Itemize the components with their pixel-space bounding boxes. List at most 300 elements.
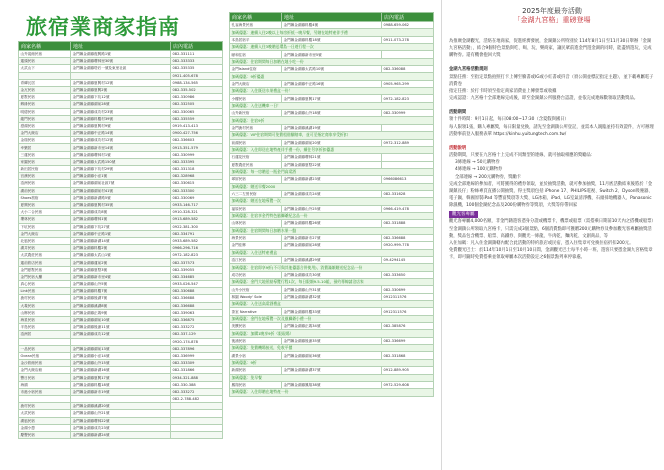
table-row: [230, 308, 434, 315]
table-row: [19, 94, 223, 101]
cell-phone: [171, 403, 223, 410]
cell-name: 山林民宿: [230, 220, 282, 227]
promo-note: 加碼優惠：入住送特產禮盒: [230, 249, 434, 256]
cell-name: [19, 72, 71, 79]
cell-address: 金門縣金湖鎮太武路150號: [71, 158, 171, 165]
rule-verify: 完成認證：九宮格十全部連線完成後，即至金湖鎮公所服務台認證，並依完成連線數領取活動獎品。: [449, 96, 639, 102]
cell-address: 金門縣金湖鎮料羅2號: [71, 245, 171, 252]
cell-phone: 082-385876: [382, 323, 434, 330]
promo-note: 加碼優惠：免早餐: [230, 374, 434, 381]
period-time: 領十件時間：9月1日起，每日08:00~17:30（含夏假與國日）: [449, 117, 569, 123]
cell-phone: 0920-999-778: [382, 242, 434, 249]
cell-address: 金門縣金湖鎮夏興17號: [71, 374, 171, 381]
promo-row: [230, 374, 434, 381]
cell-phone: 082-331318: [171, 166, 223, 173]
cell-address: 金門縣金湖鎮中正路16號: [282, 80, 382, 87]
cell-phone: [171, 431, 223, 438]
promo-note: 加碼優惠：免費機場接送，免收平價: [230, 345, 434, 352]
cell-phone: 0911-073-278: [382, 36, 434, 43]
cell-phone: 082-330688: [171, 288, 223, 295]
table-row: [230, 337, 434, 344]
table-row: [19, 223, 223, 230]
promo-row: [230, 73, 434, 80]
cell-address: 金門縣金湖鎮成功村23號: [71, 108, 171, 115]
cell-address: 金門縣金湖鎮新市里5號: [282, 51, 382, 58]
cell-address: 金門縣金湖鎮新市27號: [282, 234, 382, 241]
cell-address: 金門縣金湖鎮夏興2號: [71, 86, 171, 93]
cell-address: 金門縣金湖鎮山外21號: [71, 410, 171, 417]
cell-address: 金門縣金湖鎮後湖7號: [71, 295, 171, 302]
table-row: [19, 101, 223, 108]
promo-note: 加碼優惠：住宿即享9折(不可與其他優惠合併使用)，消費滿額贈送紀念品一份: [230, 264, 434, 271]
table-row: [19, 209, 223, 216]
table-row: [19, 281, 223, 288]
table-row: [230, 293, 434, 300]
cell-phone: 082-333300: [171, 187, 223, 194]
cell-name: 漁村民宿: [19, 403, 71, 410]
reward-item-3: 全部連線 → 200元購物券，獎勵卡: [455, 174, 522, 180]
period-signup[interactable]: 活動事前登入服務表單 https://kinhu.yuitungtech.com.tw/: [449, 131, 567, 137]
cell-phone: 0972-182-823: [382, 95, 434, 102]
cell-phone: 082-336875: [171, 316, 223, 323]
rules-heading: 金湖九宮格活動規則: [449, 67, 488, 73]
promo-row: [230, 359, 434, 366]
promo-row: [230, 168, 434, 175]
cell-name: 湖井民宿: [19, 245, 71, 252]
table-row: [19, 216, 223, 223]
cell-name: 夏興民宿: [19, 201, 71, 208]
promo-row: [230, 279, 434, 286]
cell-address: 金門縣金湖鎮成功24號: [282, 190, 382, 197]
cell-phone: 082-339055: [171, 266, 223, 273]
cell-phone: 082-335-502: [171, 86, 223, 93]
cell-name: 三蓮民宿: [19, 151, 71, 158]
cell-phone: [382, 154, 434, 161]
cell-address: 金門縣金湖鎮料羅村39號: [71, 115, 171, 122]
cell-phone: 0972-182-823: [171, 252, 223, 259]
cell-phone: 0933-146-717: [171, 201, 223, 208]
table-row: [19, 374, 223, 381]
cell-address: 金門縣金湖鎮下坑27號: [71, 223, 171, 230]
table-row: [19, 259, 223, 266]
table-row: [19, 237, 223, 244]
cell-name: 金湖小憩: [19, 424, 71, 431]
tourist-text: 觀光客專屬4,000名額，非金門籍遊客憑身分證或機票卡，機票或船票（需搭乘日期前10天內之搭機或船票）至金湖鎮公所領取九宮格卡，只需完成3個景點，6個消費點即可獲贈200元購物券及參加觀光客專屬抽獎活動，獎品包含機票、船票、高鐵券、與觀光一條龍，牛肉乾，麵肉乾、文創商品，等: [449, 219, 654, 239]
col-header-phone: 店內電話: [171, 42, 223, 51]
promo-note: 加碼優惠：金門在地導覽一次及風獅爺小禮一份: [230, 315, 434, 322]
cell-name: 浯洲民宿: [19, 180, 71, 187]
table-row: [19, 381, 223, 388]
cell-name: 龍門民宿: [19, 115, 71, 122]
shuttle-text: 免費觀光巴士：於114年10月1日至10月10日間，金湖觀光巴士每半小時一班，遊客只要憑金湖九宮格集章卡，即可隨時免費搭乘並領取專屬本次活動設定之6個景點列車停靠處。: [449, 248, 653, 261]
promo-row: [230, 264, 434, 271]
directory-table-left: [18, 41, 223, 439]
table-row: [19, 324, 223, 331]
cell-phone: 082-330999: [171, 151, 223, 158]
cell-phone: 082-333333: [171, 58, 223, 65]
cell-phone: 082-330999: [382, 110, 434, 117]
cell-name: 後浦民宿: [230, 337, 282, 344]
table-row: [230, 51, 434, 58]
cell-phone: 082-336699: [382, 337, 434, 344]
cell-address: 金門縣金湖鎮小徑14號: [71, 352, 171, 359]
cell-phone: 082-336688: [171, 302, 223, 309]
cell-phone: 0934-321-888: [171, 374, 223, 381]
table-row: [19, 424, 223, 431]
table-row: [19, 144, 223, 151]
cell-name: 大小二合民宿: [19, 209, 71, 216]
cell-phone: 082-330-388: [171, 381, 223, 388]
cell-name: 金沙旅館民宿: [19, 360, 71, 367]
cell-phone: [382, 161, 434, 168]
cell-name: 浯洲居: [19, 331, 71, 338]
cell-name: 北風民宿: [19, 237, 71, 244]
cell-address: 金門縣金湖鎮中正路1號: [71, 230, 171, 237]
cell-address: 金門縣金湖鎮溪湖8號: [71, 302, 171, 309]
table-row: [230, 381, 434, 388]
table-row: [230, 110, 434, 117]
cell-phone: 082-337573: [171, 259, 223, 266]
cell-name: 山外賓館民宿: [19, 51, 71, 58]
cell-name: 翠屏民宿: [230, 176, 282, 183]
cell-name: 美饌民宿: [230, 323, 282, 330]
table-row: [19, 295, 223, 302]
table-row: [19, 367, 223, 374]
promo-row: [230, 198, 434, 205]
promo-intro: 為推廣金湖觀光，活絡在地商家，促進經濟發展，金湖鎮公所特別於 114年8月1日至11月30日舉辦「金湖九宮格活動」，結合9個特色景點與吃、喝、玩、樂商家，讓民眾前進金門遊金湖的同時，能盡情遊玩，完成購物券。還有機會抱回大獎: [449, 39, 652, 59]
cell-phone: 0913-351-579: [171, 144, 223, 151]
table-row: [230, 95, 434, 102]
cell-phone: 082-339063: [171, 309, 223, 316]
cell-address: 金門縣金湖鎮湖前28號: [282, 242, 382, 249]
col-header-name: 商家名稱: [230, 13, 282, 22]
cell-name: 金瑞民宿: [19, 137, 71, 144]
col-header-name: 商家名稱: [19, 42, 71, 51]
col-header-address: 地址: [71, 42, 171, 51]
table-row: [230, 286, 434, 293]
cell-address: 金門縣金湖鎮新湖37號: [282, 367, 382, 374]
cell-address: 金門縣金湖鎮新湖路5號: [71, 194, 171, 201]
promo-note: 加碼優惠：住宿9折: [230, 117, 434, 124]
promo-row: [230, 102, 434, 109]
cell-address: 金門縣金湖鎮湖前20號: [282, 139, 382, 146]
cell-name: [19, 396, 71, 403]
cell-name: 石蓮花民宿: [230, 154, 282, 161]
cell-name: 金門夏墅民宿: [19, 266, 71, 273]
table-row: [19, 352, 223, 359]
cell-address: 金門縣金湖鎮正義9號: [71, 309, 171, 316]
promo-row: [230, 183, 434, 190]
cell-name: 慶豐民宿: [19, 431, 71, 438]
cell-phone: [171, 424, 223, 431]
cell-address: 金門縣金湖鎮下坑12號: [71, 94, 171, 101]
table-row: [19, 245, 223, 252]
cell-address: 金門縣金湖鎮夏興村35號: [71, 201, 171, 208]
cell-name: 山外小民宿: [230, 286, 282, 293]
table-row: [19, 86, 223, 93]
promo-row: [230, 227, 434, 234]
cell-address: 金門縣金湖鎮新湖23號: [282, 176, 382, 183]
cell-address: 金門縣金湖鎮成功30號: [282, 271, 382, 278]
promo-row: [230, 58, 434, 65]
cell-address: 金門縣金湖鎮湖前10號: [71, 316, 171, 323]
table-row: [19, 201, 223, 208]
cell-phone: 082-330615: [171, 180, 223, 187]
cell-name: 鳳翔民宿: [230, 381, 282, 388]
period-limit: 每人限領1張，購人專屬獎，每日限量兌換，請先至金湖鎮公所登記，並需本人親臨並持有效證件，方可辦理: [449, 124, 654, 130]
cell-address: 金門縣金湖鎮後浦11號: [71, 324, 171, 331]
page-title: 旅宿業商家指南: [26, 15, 180, 39]
cell-name: 金門大飯店: [230, 80, 282, 87]
cell-name: 澄湖民宿: [19, 122, 71, 129]
cell-phone: 082-334685: [171, 273, 223, 280]
cell-name: 新田居民宿: [19, 166, 71, 173]
cell-phone: 082-337896: [171, 345, 223, 352]
cell-address: 金門縣金湖鎮山外25號: [282, 205, 382, 212]
cell-name: Ocean民宿: [19, 352, 71, 359]
cell-phone: 082-333309: [171, 360, 223, 367]
promo-row: [230, 345, 434, 352]
promo-year: 2025年度最夯活動: [522, 7, 582, 15]
table-row: [19, 309, 223, 316]
cell-address: 金門縣金湖鎮夏興村12號: [71, 79, 171, 86]
period-heading: 活動期間: [449, 110, 467, 116]
cell-phone: 0972-529-608: [382, 381, 434, 388]
cell-name: 官澳民宿: [19, 173, 71, 180]
cell-address: 金門縣金湖鎮成功23號: [71, 424, 171, 431]
cell-address: 金門縣金湖鎮湖前村41號: [71, 187, 171, 194]
cell-phone: 09-4294145: [382, 257, 434, 264]
cell-address: 金門縣金湖鎮夏興17號: [282, 95, 382, 102]
cell-name: Link民宿: [19, 288, 71, 295]
table-row: [19, 130, 223, 137]
cell-phone: 082-330069: [171, 194, 223, 201]
details-intro: 活動期間，只要在九宮格十上完成不同類型的連線，就可抽取相應的獎勵品：: [449, 153, 596, 159]
table-row: [19, 79, 223, 86]
promo-row: [230, 389, 434, 396]
cell-phone: 0912311576: [382, 308, 434, 315]
promo-note: 加碼優惠：住宿期間每日加贈水果一盤: [230, 227, 434, 234]
cell-name: 海韻: [19, 381, 71, 388]
cell-name: 六三二左營民宿: [230, 190, 282, 197]
cell-phone: 0921-405-678: [171, 72, 223, 79]
cell-name: 前湖民宿: [230, 139, 282, 146]
cell-name: 明德民宿: [19, 108, 71, 115]
cell-phone: 0920-174-878: [171, 338, 223, 345]
promo-row: [230, 212, 434, 219]
rule-scenic: 景點任務：至指定景點拍照打卡上傳至臉書或IG或小紅書或抖音（須公開並標記指定主題），並下載專屬電子消費卷: [449, 74, 654, 87]
cell-address: 金門縣金湖鎮瓊林21號: [282, 154, 382, 161]
cell-name: 太武農莊民宿: [19, 252, 71, 259]
table-row: [230, 154, 434, 161]
table-row: [19, 194, 223, 201]
cell-name: 金門大飯店: [19, 230, 71, 237]
directory-table-middle: [229, 12, 434, 397]
cell-name: 海景民宿: [230, 234, 282, 241]
table-row: [230, 139, 434, 146]
cell-phone: 0966-296-716: [171, 245, 223, 252]
cell-address: 金門縣金湖鎮料羅26號: [282, 220, 382, 227]
cell-phone: 0900-427-756: [171, 130, 223, 137]
promo-note: 加碼優惠：9折: [230, 359, 434, 366]
cell-phone: 0966086613: [382, 176, 434, 183]
cell-name: Shoes旅宿: [19, 194, 71, 201]
table-row: [230, 190, 434, 197]
promo-row: [230, 44, 434, 51]
cell-name: 金瓦民宿: [19, 86, 71, 93]
col-header-phone: 店內電話: [382, 13, 434, 22]
table-row: [230, 22, 434, 29]
table-row: [230, 242, 434, 249]
promo-row: [230, 117, 434, 124]
table-row: [19, 72, 223, 79]
cell-phone: 082-331111: [171, 51, 223, 58]
table-row: [19, 410, 223, 417]
cell-name: 小樓民宿: [230, 95, 282, 102]
cell-address: 金門縣金湖鎮湖前社區7號: [71, 180, 171, 187]
promo-note: 加碼優惠：每一房贈送一瓶金門高粱酒: [230, 168, 434, 175]
cell-phone: 082-335335: [171, 65, 223, 72]
promo-note: 加碼優惠：入住送高粱酒禮盒: [230, 301, 434, 308]
cell-address: 金門縣金湖鎮山外31號: [282, 286, 382, 293]
table-row: [19, 166, 223, 173]
cell-name: 夏墅農莊民宿: [230, 161, 282, 168]
cell-phone: 0933-026-547: [171, 281, 223, 288]
promo-panel: [449, 0, 655, 470]
cell-name: 本鳥居宿平: [230, 36, 282, 43]
table-row: [230, 80, 434, 87]
table-row: [230, 66, 434, 73]
cell-name: [19, 338, 71, 345]
cell-phone: 082-336688: [382, 234, 434, 241]
cell-phone: 082-331628: [382, 190, 434, 197]
cell-phone: 082-333272: [171, 388, 223, 395]
table-row: [230, 323, 434, 330]
cell-name: 青磚瓦居: [19, 79, 71, 86]
promo-row: [230, 132, 434, 139]
reward-item-2: 4條連線 → 100元購物券: [455, 167, 503, 173]
table-row: [19, 51, 223, 58]
table-row: [19, 360, 223, 367]
cell-phone: 0988-134-565: [171, 79, 223, 86]
cell-phone: 082-333272: [171, 324, 223, 331]
cell-address: 金門縣金湖鎮料羅33號: [282, 308, 382, 315]
table-row: [19, 137, 223, 144]
cell-address: 金門縣金湖鎮溪湖20號: [71, 403, 171, 410]
promo-body: [449, 38, 655, 261]
promo-note: 加碼優惠：連續入住3晚贈送環島一日遊行程一次: [230, 44, 434, 51]
cell-name: 半島民宿: [19, 324, 71, 331]
table-row: [19, 266, 223, 273]
cell-phone: 082-331868: [382, 352, 434, 359]
cell-phone: 082-334791: [171, 230, 223, 237]
table-row: [230, 124, 434, 131]
cell-phone: 082-330986: [171, 94, 223, 101]
cell-phone: 0910-328-321: [171, 209, 223, 216]
table-row: [19, 173, 223, 180]
table-row: [230, 257, 434, 264]
promo-note: 加碼優惠：9折優惠: [230, 73, 434, 80]
cell-phone: 0912311576: [382, 293, 434, 300]
promo-note: 加碼優惠：贈送在地導覽一次: [230, 198, 434, 205]
promo-note: 加碼優惠：住宿期間每日加贈在地小吃一份: [230, 58, 434, 65]
cell-address: 金門縣金湖鎮正義34號: [282, 323, 382, 330]
cell-phone: 082-336603: [171, 137, 223, 144]
cell-name: 林園 Woody' Sole: [230, 293, 282, 300]
table-row: [19, 316, 223, 323]
cell-address: 金門縣金湖鎮夏興村9號: [71, 122, 171, 129]
cell-name: 大義民宿: [19, 302, 71, 309]
cell-phone: 0913-689-582: [171, 216, 223, 223]
details-heading: 活動說明: [449, 145, 467, 151]
promo-row: [230, 146, 434, 153]
promo-row: [230, 249, 434, 256]
promo-row: [230, 315, 434, 322]
cell-phone: [171, 417, 223, 424]
table-row: [19, 288, 223, 295]
table-row: [19, 431, 223, 438]
cell-phone: 0966-419-478: [382, 205, 434, 212]
cell-name: 金門漁村民宿: [230, 124, 282, 131]
promo-note: 加碼優惠：金門大地景點導覽行程1次，每日限額9.5-10組，預約專線請洽店家: [230, 279, 434, 286]
cell-phone: 082-337-129: [171, 331, 223, 338]
cell-name: 下坑民宿: [19, 223, 71, 230]
cell-address: 金門縣金湖鎮太武山1號: [71, 252, 171, 259]
cell-name: 山鄉民宿: [19, 309, 71, 316]
cell-address: 金門縣金湖鎮新市19號: [71, 388, 171, 395]
cell-address: 金門縣金湖鎮料羅4號: [282, 22, 382, 29]
table-row: [19, 331, 223, 338]
promo-note: 加碼優惠：入住即送在地特產伴手禮一份，續住另享折扣優惠: [230, 146, 434, 153]
cell-name: 一品民宿: [19, 345, 71, 352]
table-row: [19, 58, 223, 65]
cell-name: 真心民宿: [19, 281, 71, 288]
lottery-text: 完成全部連線的參加者，可將獲得的禮券領取，並於抽獎活動，就可參加抽獎，11月底活動結束後將於「金湖鎮長仔」粉絲專頁直播公開抽獎，得主獎項包括 iPhone 17、PHILIPS電視、Switch 2、Dyson吸塵器、電子鍋、韓國原裝iPad 等豐富獎項等大獎、LG冰箱、iPad、LG室氣清淨機、石頭掃地機器人、Panasonic除濕機，100個金湖紀念品及200份購物券等獎項，大獎等你帶回家: [449, 181, 653, 209]
cell-address: 金門縣金湖鎮夏墅22號: [282, 161, 382, 168]
cell-address: 金門縣金湖鎮下坑村29號: [71, 166, 171, 173]
promo-note: 加碼優惠：連續入住2晚以上每房折抵一晚早餐，另贈在地特產伴手禮: [230, 29, 434, 36]
table-row: [230, 367, 434, 374]
cell-phone: [382, 51, 434, 58]
cell-name: 湖風民宿: [19, 417, 71, 424]
cell-address: [71, 72, 171, 79]
cell-address: 金門縣金湖鎮山外5號: [71, 281, 171, 288]
promo-banner: [449, 7, 655, 25]
promo-note: 加碼優惠：入住即贈在地特產一份: [230, 389, 434, 396]
cell-address: [71, 338, 171, 345]
cell-name: 金門Island住宿: [230, 66, 282, 73]
cell-address: 金門縣金湖鎮瓊林1號: [71, 216, 171, 223]
table-row: [19, 108, 223, 115]
promo-name: 「金湖九宮格」重磅登場: [513, 16, 591, 24]
cell-address: 金門縣金湖鎮復興路1號: [71, 51, 171, 58]
rule-shop: 指定任務：於打卡時須至指定商家消費並上傳發票或收據: [449, 88, 557, 94]
page-fold-divider: [441, 0, 442, 470]
cell-name: 蓮前旅店民宿: [19, 259, 71, 266]
cell-address: 金門縣金湖鎮山外15號: [71, 360, 171, 367]
cell-address: 金門縣金湖鎮新湖14號: [71, 237, 171, 244]
cell-address: 金門縣金湖鎮湖前36號: [282, 352, 382, 359]
cell-phone: 082-333650: [382, 271, 434, 278]
cell-name: 漁村民宿: [19, 295, 71, 302]
cell-address: 金門縣金湖鎮山外18號: [282, 110, 382, 117]
promo-row: [230, 29, 434, 36]
cell-address: 金門縣金湖鎮新湖24號: [71, 431, 171, 438]
table-row: [230, 36, 434, 43]
promo-note: 加碼優惠：贈送早餐2000: [230, 183, 434, 190]
table-row: [19, 122, 223, 129]
cell-address: 金門縣金湖鎮蓮前2號: [71, 259, 171, 266]
